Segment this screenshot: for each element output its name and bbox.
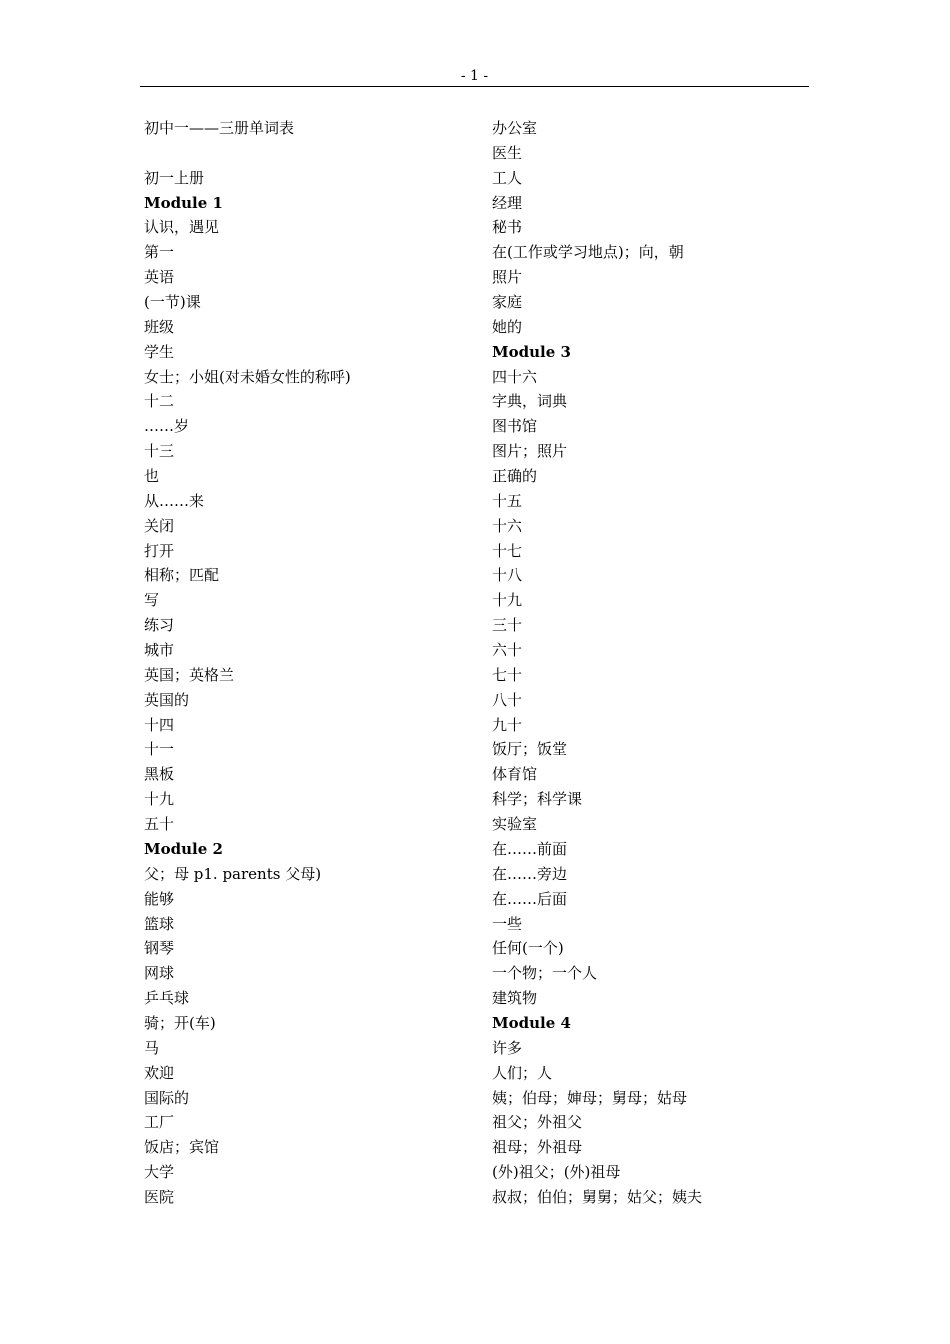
vocabulary-entry: 五十: [144, 815, 175, 834]
vocabulary-entry: 黑板: [144, 765, 175, 784]
vocabulary-entry: 工厂: [144, 1113, 175, 1132]
module-heading: Module 3: [492, 342, 571, 361]
vocabulary-entry: 祖父；外祖父: [492, 1113, 583, 1132]
vocabulary-entry: 大学: [144, 1163, 175, 1182]
vocabulary-entry: 实验室: [492, 815, 538, 834]
vocabulary-entry: 练习: [144, 616, 175, 635]
vocabulary-entry: 建筑物: [492, 989, 538, 1008]
vocabulary-entry: 关闭: [144, 516, 175, 535]
vocabulary-entry: 网球: [144, 964, 175, 983]
vocabulary-entry: 第一: [144, 243, 175, 262]
vocabulary-entry: 也: [144, 467, 160, 486]
vocabulary-entry: 字典，词典: [492, 392, 568, 411]
vocabulary-entry: 叔叔；伯伯；舅舅；姑父；姨夫: [492, 1187, 703, 1206]
vocabulary-entry: 图书馆: [492, 417, 538, 436]
vocabulary-entry: 秘书: [492, 218, 523, 237]
vocabulary-entry: 十三: [144, 442, 175, 461]
vocabulary-entry: 能够: [144, 889, 175, 908]
vocabulary-entry: 英国的: [144, 690, 190, 709]
vocabulary-entry: 她的: [492, 317, 523, 336]
vocabulary-entry: 女士；小姐(对未婚女性的称呼): [144, 367, 351, 386]
vocabulary-entry: 办公室: [492, 119, 538, 137]
vocabulary-entry: 六十: [492, 641, 523, 660]
vocabulary-entry: 九十: [492, 715, 523, 734]
vocabulary-entry: 马: [144, 1038, 160, 1057]
page-header: [140, 66, 809, 87]
vocabulary-entry: 许多: [492, 1038, 523, 1057]
vocabulary-entry: 父；母 p1. parents 父母): [144, 864, 322, 883]
vocabulary-entry: 一个物；一个人: [492, 964, 598, 983]
vocabulary-entry: 照片: [492, 268, 523, 287]
module-heading: Module 1: [144, 193, 223, 212]
vocabulary-entry: 四十六: [492, 367, 538, 386]
vocabulary-entry: (外)祖父；(外)祖母: [492, 1163, 621, 1182]
vocabulary-entry: 国际的: [144, 1088, 190, 1107]
vocabulary-entry: 姨；伯母；婶母；舅母；姑母: [492, 1088, 688, 1107]
vocabulary-entry: 骑；开(车): [144, 1013, 216, 1032]
vocabulary-entry: 英国；英格兰: [144, 665, 235, 684]
vocabulary-entry: 工人: [492, 168, 523, 187]
vocabulary-entry: 在……后面: [492, 889, 568, 908]
vocabulary-entry: 十四: [144, 715, 175, 734]
vocabulary-entry: (一节)课: [144, 293, 201, 312]
vocabulary-entry: 十九: [492, 591, 523, 610]
vocabulary-entry: 欢迎: [144, 1063, 175, 1082]
vocabulary-entry: ……岁: [144, 417, 190, 436]
page-number: - 1 -: [460, 68, 489, 84]
vocabulary-entry: 人们；人: [492, 1063, 553, 1082]
vocabulary-entry: 篮球: [144, 914, 175, 933]
module-heading: Module 4: [492, 1013, 571, 1032]
module-heading: Module 2: [144, 839, 223, 858]
right-vocabulary-column: [492, 116, 822, 1210]
vocabulary-entry: 十九: [144, 790, 175, 809]
vocabulary-entry: 正确的: [492, 467, 538, 486]
vocabulary-entry: 初一上册: [144, 168, 205, 187]
vocabulary-entry: 经理: [492, 193, 523, 212]
vocabulary-entry: 图片；照片: [492, 442, 568, 461]
vocabulary-entry: 科学；科学课: [492, 790, 583, 809]
vocabulary-entry: 七十: [492, 665, 523, 684]
vocabulary-entry: 写: [144, 591, 160, 610]
vocabulary-entry: 班级: [144, 317, 175, 336]
vocabulary-entry: 医院: [144, 1187, 175, 1206]
vocabulary-entry: 十七: [492, 541, 523, 560]
vocabulary-entry: 十八: [492, 566, 523, 585]
vocabulary-entry: 学生: [144, 342, 175, 361]
vocabulary-entry: 三十: [492, 616, 523, 635]
vocabulary-entry: 打开: [144, 541, 175, 560]
vocabulary-entry: 家庭: [492, 293, 523, 312]
vocabulary-entry: 十二: [144, 392, 175, 411]
vocabulary-entry: 体育馆: [492, 765, 538, 784]
vocabulary-entry: 十五: [492, 491, 523, 510]
vocabulary-entry: 祖母；外祖母: [492, 1138, 583, 1157]
vocabulary-entry: 十一: [144, 740, 175, 759]
vocabulary-entry: 钢琴: [144, 939, 175, 958]
vocabulary-entry: 英语: [144, 268, 175, 287]
vocabulary-entry: 饭厅；饭堂: [492, 740, 568, 759]
vocabulary-entry: 任何(一个): [492, 939, 564, 958]
vocabulary-entry: 一些: [492, 914, 523, 933]
vocabulary-entry: 从……来: [144, 491, 205, 510]
vocabulary-entry: 城市: [144, 641, 175, 660]
vocabulary-entry: 相称；匹配: [144, 566, 220, 585]
vocabulary-entry: 在(工作或学习地点)；向，朝: [492, 243, 684, 262]
vocabulary-entry: 在……前面: [492, 839, 568, 858]
vocabulary-entry: 饭店；宾馆: [144, 1138, 220, 1157]
vocabulary-entry: 乒乓球: [144, 989, 190, 1008]
vocabulary-entry: 初中一——三册单词表: [144, 119, 295, 137]
vocabulary-entry: [144, 141, 474, 166]
vocabulary-entry: 认识，遇见: [144, 218, 220, 237]
vocabulary-entry: 八十: [492, 690, 523, 709]
vocabulary-entry: 十六: [492, 516, 523, 535]
vocabulary-entry: 在……旁边: [492, 864, 568, 883]
left-vocabulary-column: [144, 116, 474, 1210]
vocabulary-entry: 医生: [492, 143, 523, 162]
